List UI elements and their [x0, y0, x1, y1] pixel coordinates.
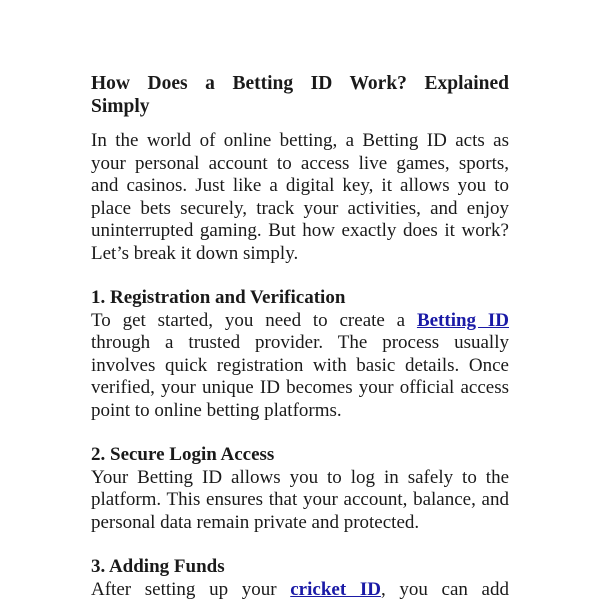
section-paragraph: [91, 310, 509, 423]
paragraph-text: To get started, you need to create a: [91, 309, 417, 331]
section-heading: 3. Adding Funds: [91, 556, 225, 577]
section-registration: [91, 287, 509, 422]
section-adding-funds: [91, 556, 509, 600]
intro-paragraph: In the world of online betting, a Betting ID acts as your personal account to access live games, sports, and casinos. Just like a digital key, it allows you to place bets securely, track your activities, and enjoy uninterrupted gaming. But how exactly does it work? Let’s break it down simply.: [91, 130, 509, 264]
cricket-id-link[interactable]: cricket ID: [290, 578, 381, 600]
section-heading: 2. Secure Login Access: [91, 444, 275, 465]
document-body: [91, 72, 509, 600]
section-paragraph: [91, 579, 509, 600]
page-title: How Does a Betting ID Work? Explained Simply: [91, 73, 509, 117]
paragraph-text: through a trusted provider. The process usually involves quick registration with basic details. Once verified, your unique ID becomes your official access point to online betting platforms.: [91, 332, 509, 421]
section-secure-login: [91, 444, 509, 534]
betting-id-link[interactable]: Betting ID: [416, 309, 509, 331]
section-paragraph: Your Betting ID allows you to log in safely to the platform. This ensures that your account, balance, and personal data remain private and protected.: [91, 466, 509, 533]
paragraph-text: , you can add: [380, 578, 509, 600]
paragraph-text: After setting up your: [91, 578, 291, 600]
section-heading: 1. Registration and Verification: [91, 287, 346, 308]
